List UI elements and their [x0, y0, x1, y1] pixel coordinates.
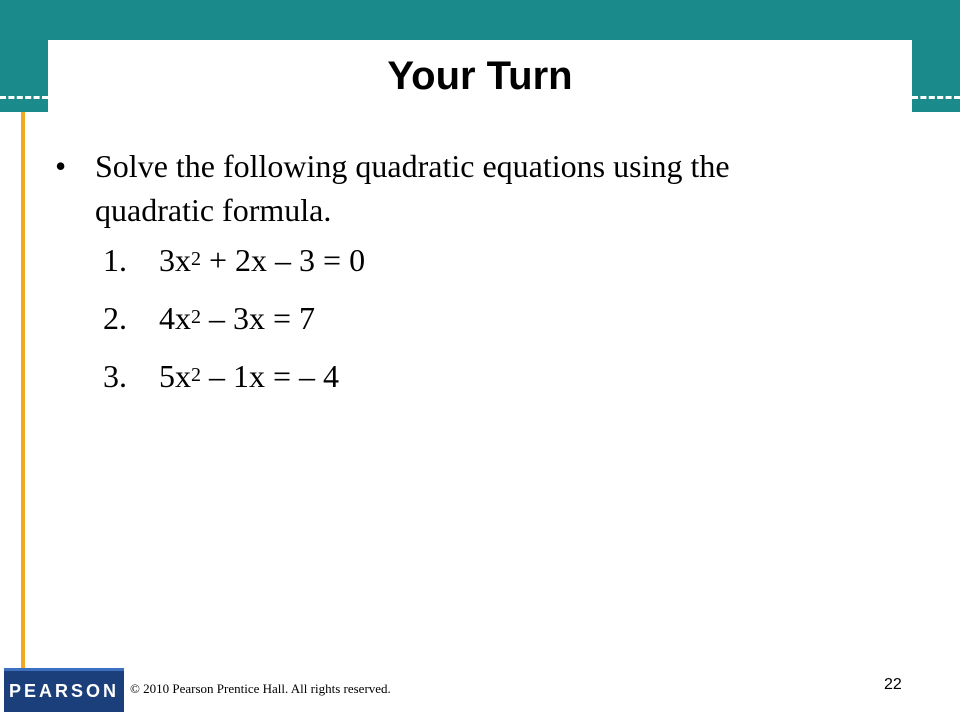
- equation-list: [55, 242, 915, 394]
- equation-item: [103, 242, 915, 278]
- exponent: 2: [191, 364, 201, 386]
- dashed-rule-left: [0, 96, 48, 99]
- equation-text: [159, 358, 339, 394]
- slide-body: [55, 144, 915, 416]
- equation-number: 2.: [103, 300, 127, 336]
- equation-rest: – 1x = – 4: [201, 358, 340, 394]
- equation-number: 3.: [103, 358, 127, 394]
- equation-rest: + 2x – 3 = 0: [201, 242, 366, 278]
- equation-item: [103, 300, 915, 336]
- equation-item: [103, 358, 915, 394]
- equation-term: 3x: [159, 242, 191, 278]
- bullet-text-line-2: quadratic formula.: [95, 192, 332, 228]
- exponent: 2: [191, 248, 201, 270]
- dashed-rule-right: [912, 96, 960, 99]
- title-box: [48, 40, 912, 112]
- accent-bar: [21, 112, 25, 672]
- pearson-logo: [4, 668, 124, 712]
- page-number: 22: [884, 676, 902, 693]
- equation-term: 4x: [159, 300, 191, 336]
- bullet-text-line-1: Solve the following quadratic equations using the: [95, 148, 730, 184]
- equation-text: [159, 242, 365, 278]
- bullet-marker: •: [55, 148, 67, 184]
- equation-term: 5x: [159, 358, 191, 394]
- bullet-item: [55, 144, 915, 232]
- slide-title: Your Turn: [387, 54, 573, 98]
- exponent: 2: [191, 306, 201, 328]
- equation-number: 1.: [103, 242, 127, 278]
- equation-rest: – 3x = 7: [201, 300, 316, 336]
- equation-text: [159, 300, 315, 336]
- copyright-notice: © 2010 Pearson Prentice Hall. All rights reserved.: [130, 681, 391, 696]
- logo-text: PEARSON: [8, 681, 119, 701]
